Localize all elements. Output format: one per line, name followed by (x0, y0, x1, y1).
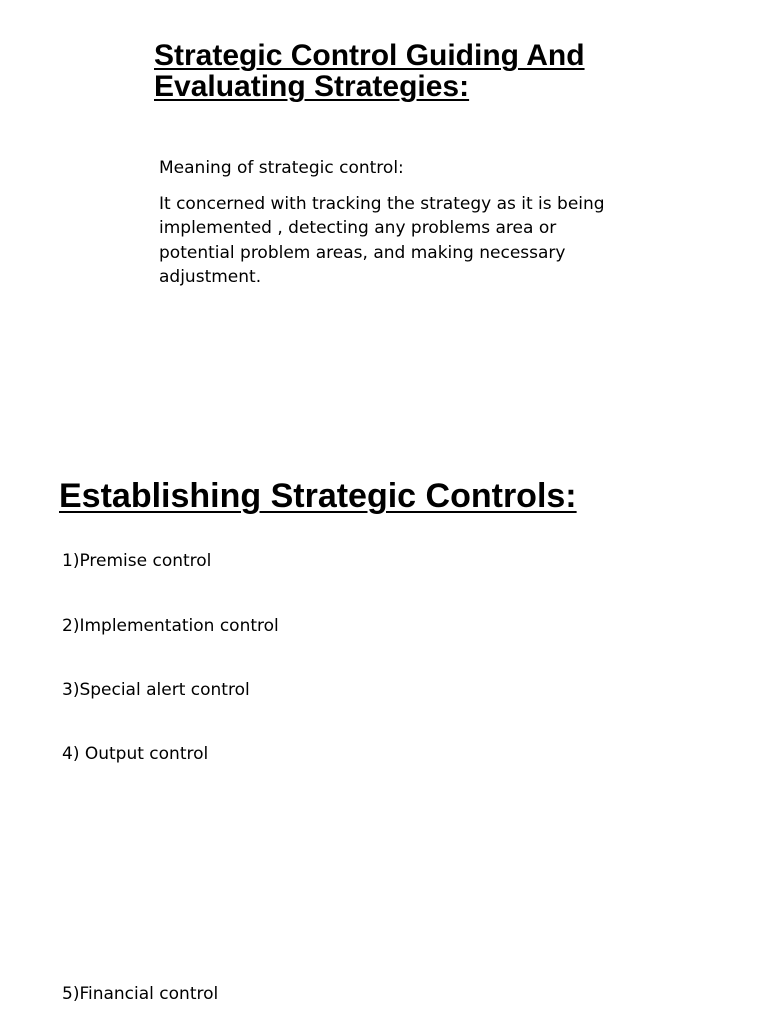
list-item-implementation-control: 2)Implementation control (62, 616, 279, 636)
section1-title-line: Strategic Control Guiding And (154, 39, 585, 72)
definition-line: adjustment. (159, 267, 262, 287)
section1-title (154, 40, 714, 102)
strategic-control-definition (159, 156, 679, 290)
list-item-financial-control: 5)Financial control (62, 984, 219, 1004)
meaning-label: Meaning of strategic control: (159, 158, 404, 178)
list-item-output-control: 4) Output control (62, 744, 209, 764)
list-item-premise-control: 1)Premise control (62, 551, 212, 571)
definition-line: potential problem areas, and making necessary (159, 242, 566, 263)
section2-title: Establishing Strategic Controls: (59, 477, 577, 515)
list-item-special-alert-control: 3)Special alert control (62, 680, 250, 700)
definition-line: It concerned with tracking the strategy as it is being (159, 193, 605, 214)
definition-line: implemented , detecting any problems area or (159, 218, 557, 238)
section1-title-line: Evaluating Strategies: (154, 70, 470, 103)
